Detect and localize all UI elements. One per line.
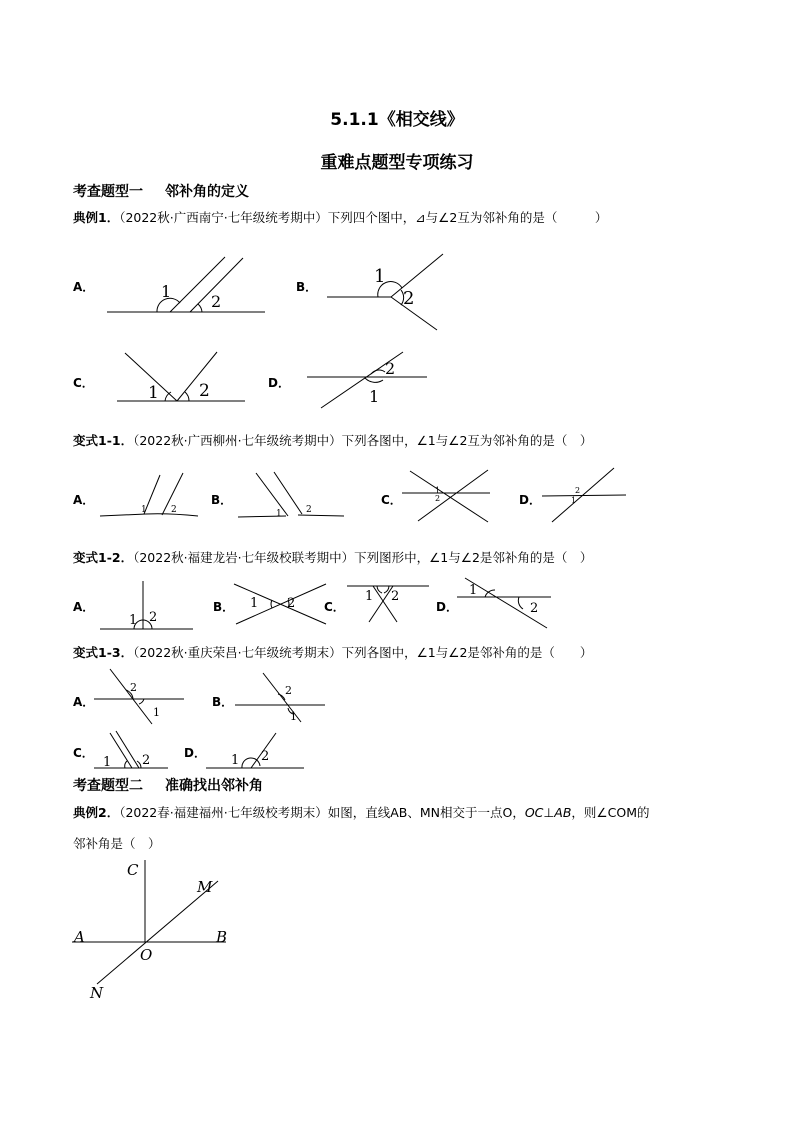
option-label: D． [436,600,458,614]
figure-v12-d [455,576,555,631]
angle-label-2: 2 [287,596,296,611]
figure-v12-a [98,578,198,633]
figure-v11-c [400,467,495,525]
option-label: C． [381,493,402,507]
question-variant-1-3: 变式1-3．（2022秋·重庆荣昌·七年级统考期末）下列各图中，∠1与∠2是邻补角的是（ ） [73,645,593,660]
option-label: C． [73,746,94,760]
angle-label-2: 2 [385,359,396,378]
question-variant-1-2: 变式1-2．（2022秋·福建龙岩·七年级校联考期中）下列图形中，∠1与∠2是邻补角的是（ ） [73,550,593,565]
angle-label-2: 2 [130,681,137,694]
angle-label-1: 1 [129,613,138,628]
figure-v13-a [92,666,187,728]
angle-label-2: 2 [171,505,177,515]
question-example-2-line2: 邻补角是（ ） [73,836,161,851]
angle-label-2: 2 [285,684,292,697]
figure-v11-d [540,465,630,525]
figure-v12-c [345,578,433,626]
angle-label-2: 2 [575,486,581,495]
point-label-n: N [90,984,104,1002]
option-label: D． [519,493,541,507]
angle-label-1: 1 [148,383,159,403]
angle-label-1: 1 [153,706,160,719]
angle-label-1: 1 [571,496,577,505]
option-label: C． [73,376,94,390]
option-label: B． [213,600,235,614]
angle-label-2: 2 [211,292,222,311]
page-subtitle: 重难点题型专项练习 [320,153,474,173]
angle-label-1: 1 [103,755,112,770]
point-label-m: M [197,878,213,896]
angle-label-1: 1 [231,753,240,768]
point-label-b: B [216,928,228,946]
angle-label-1: 1 [365,589,374,604]
option-label: B． [211,493,233,507]
angle-label-2: 2 [435,494,441,503]
figure-ex1-d [305,350,430,412]
angle-label-2: 2 [403,288,415,309]
figure-v13-d [204,728,306,773]
option-label: A． [73,280,95,294]
section-heading-2: 考查题型二 准确找出邻补角 [73,778,263,794]
question-variant-1-1: 变式1-1．（2022秋·广西柳州·七年级统考期中）下列各图中，∠1与∠2互为邻补角的是（ ） [73,433,593,448]
angle-label-2: 2 [306,505,312,515]
angle-label-2: 2 [391,589,400,604]
angle-label-2: 2 [142,753,151,768]
page-title: 5.1.1《相交线》 [330,110,464,130]
angle-label-1: 1 [161,282,172,301]
figure-ex1-a [105,255,270,320]
figure-v11-a [98,470,203,520]
option-label: C． [324,600,345,614]
figure-ex2 [70,858,240,1003]
option-label: A． [73,600,95,614]
angle-label-2: 2 [149,610,158,625]
angle-label-2: 2 [199,381,210,401]
section-heading-1: 考查题型一 邻补角的定义 [73,184,249,200]
angle-label-1: 1 [369,387,380,406]
angle-label-2: 2 [530,601,539,616]
option-label: D． [268,376,290,390]
question-example-2: 典例2．（2022春·福建福州·七年级校考期末）如图，直线AB、MN相交于一点O，OC⊥AB，则∠COM的 [73,805,650,820]
figure-v13-c [92,728,172,773]
option-label: A． [73,695,95,709]
figure-v13-b [233,670,328,726]
angle-label-1: 1 [374,266,386,287]
point-label-o: O [140,946,153,964]
question-example-1: 典例1．（2022秋·广西南宁·七年级统考期中）下列四个图中，⊿与∠2互为邻补角的是（ ） [73,210,608,225]
figure-v11-b [236,470,348,522]
angle-label-1: 1 [469,583,478,598]
angle-label-1: 1 [276,509,282,519]
figure-v12-b [232,580,330,628]
option-label: B． [296,280,318,294]
point-label-a: A [74,928,85,946]
option-label: D． [184,746,206,760]
point-label-c: C [127,861,139,879]
figure-ex1-b [325,252,445,334]
figure-ex1-c [115,350,250,405]
angle-label-1: 1 [435,486,441,495]
angle-label-2: 2 [261,749,270,764]
angle-label-1: 1 [250,596,259,611]
option-label: A． [73,493,95,507]
angle-label-1: 1 [290,710,297,723]
option-label: B． [212,695,234,709]
angle-label-1: 1 [141,505,147,515]
